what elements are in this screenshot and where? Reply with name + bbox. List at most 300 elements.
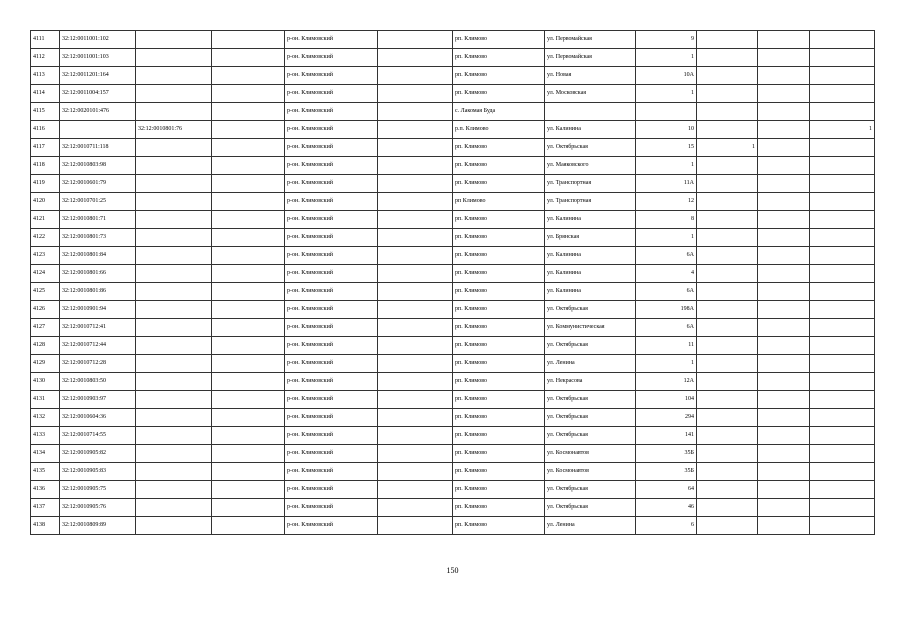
settlement-type-cell xyxy=(378,355,453,373)
apartment-cell xyxy=(697,409,758,427)
district-cell: р-он. Климовский xyxy=(285,31,378,49)
table-row xyxy=(31,193,875,211)
building-number-cell: 32:12:0010801:76 xyxy=(136,121,212,139)
house-number-cell: 6А xyxy=(636,319,697,337)
area-cell xyxy=(758,67,810,85)
district-cell: р-он. Климовский xyxy=(285,283,378,301)
street-cell: ул. Октябрьская xyxy=(545,301,636,319)
quantity-cell xyxy=(810,49,875,67)
area-cell xyxy=(758,355,810,373)
quantity-cell xyxy=(810,247,875,265)
table-row xyxy=(31,85,875,103)
building-number-cell xyxy=(136,175,212,193)
street-cell: ул. Маяковского xyxy=(545,157,636,175)
house-number-cell: 104 xyxy=(636,391,697,409)
table-row xyxy=(31,265,875,283)
house-number-cell: 1 xyxy=(636,229,697,247)
settlement-type-cell xyxy=(378,265,453,283)
building-number-cell xyxy=(136,67,212,85)
house-number-cell: 6А xyxy=(636,247,697,265)
cadastral-number-cell: 32:12:0011004:157 xyxy=(60,85,136,103)
cadastral-number-cell: 32:12:0010901:94 xyxy=(60,301,136,319)
house-number-cell: 1 xyxy=(636,355,697,373)
settlement-cell: рп. Климово xyxy=(453,157,545,175)
building-number-cell xyxy=(136,247,212,265)
settlement-type-cell xyxy=(378,301,453,319)
settlement-type-cell xyxy=(378,463,453,481)
cadastral-number-cell: 32:12:0010711:118 xyxy=(60,139,136,157)
street-cell: ул. Первомайская xyxy=(545,49,636,67)
building-number-cell xyxy=(136,301,212,319)
apartment-cell xyxy=(697,229,758,247)
row-number-cell: 4132 xyxy=(31,409,60,427)
settlement-type-cell xyxy=(378,157,453,175)
apartment-cell xyxy=(697,67,758,85)
district-cell: р-он. Климовский xyxy=(285,463,378,481)
quantity-cell xyxy=(810,193,875,211)
cadastral-number-cell: 32:12:0010803:50 xyxy=(60,373,136,391)
table-row xyxy=(31,499,875,517)
building-number-cell xyxy=(136,157,212,175)
cadastral-number-cell: 32:12:0010905:76 xyxy=(60,499,136,517)
area-cell xyxy=(758,445,810,463)
extra-cell xyxy=(212,211,285,229)
apartment-cell xyxy=(697,265,758,283)
district-cell: р-он. Климовский xyxy=(285,67,378,85)
table-row xyxy=(31,337,875,355)
street-cell: ул. Калинина xyxy=(545,247,636,265)
district-cell: р-он. Климовский xyxy=(285,499,378,517)
area-cell xyxy=(758,103,810,121)
extra-cell xyxy=(212,265,285,283)
apartment-cell xyxy=(697,31,758,49)
table-row xyxy=(31,121,875,139)
apartment-cell xyxy=(697,337,758,355)
house-number-cell: 9 xyxy=(636,31,697,49)
district-cell: р-он. Климовский xyxy=(285,139,378,157)
building-number-cell xyxy=(136,427,212,445)
area-cell xyxy=(758,481,810,499)
building-number-cell xyxy=(136,319,212,337)
row-number-cell: 4130 xyxy=(31,373,60,391)
apartment-cell xyxy=(697,373,758,391)
settlement-type-cell xyxy=(378,481,453,499)
house-number-cell: 294 xyxy=(636,409,697,427)
cadastral-number-cell: 32:12:0010905:75 xyxy=(60,481,136,499)
building-number-cell xyxy=(136,211,212,229)
area-cell xyxy=(758,391,810,409)
row-number-cell: 4138 xyxy=(31,517,60,535)
settlement-cell: рп. Климово xyxy=(453,517,545,535)
apartment-cell xyxy=(697,193,758,211)
settlement-cell: рп. Климово xyxy=(453,31,545,49)
house-number-cell: 64 xyxy=(636,481,697,499)
extra-cell xyxy=(212,481,285,499)
street-cell: ул. Октябрьская xyxy=(545,139,636,157)
cadastral-number-cell: 32:12:0020101:476 xyxy=(60,103,136,121)
row-number-cell: 4118 xyxy=(31,157,60,175)
row-number-cell: 4135 xyxy=(31,463,60,481)
house-number-cell: 12 xyxy=(636,193,697,211)
extra-cell xyxy=(212,355,285,373)
district-cell: р-он. Климовский xyxy=(285,337,378,355)
table-row xyxy=(31,211,875,229)
settlement-type-cell xyxy=(378,247,453,265)
apartment-cell xyxy=(697,445,758,463)
district-cell: р-он. Климовский xyxy=(285,517,378,535)
district-cell: р-он. Климовский xyxy=(285,49,378,67)
row-number-cell: 4114 xyxy=(31,85,60,103)
settlement-cell: рп. Климово xyxy=(453,211,545,229)
street-cell: ул. Ленина xyxy=(545,355,636,373)
cadastral-number-cell: 32:12:0010601:79 xyxy=(60,175,136,193)
building-number-cell xyxy=(136,49,212,67)
table-row xyxy=(31,463,875,481)
apartment-cell xyxy=(697,85,758,103)
area-cell xyxy=(758,175,810,193)
settlement-type-cell xyxy=(378,499,453,517)
building-number-cell xyxy=(136,31,212,49)
street-cell: ул. Космонавтов xyxy=(545,463,636,481)
street-cell: ул. Транспортная xyxy=(545,193,636,211)
area-cell xyxy=(758,85,810,103)
building-number-cell xyxy=(136,499,212,517)
extra-cell xyxy=(212,229,285,247)
extra-cell xyxy=(212,49,285,67)
cadastral-number-cell: 32:12:0010803:98 xyxy=(60,157,136,175)
extra-cell xyxy=(212,517,285,535)
extra-cell xyxy=(212,463,285,481)
settlement-type-cell xyxy=(378,121,453,139)
building-number-cell xyxy=(136,463,212,481)
street-cell: ул. Октябрьская xyxy=(545,427,636,445)
row-number-cell: 4124 xyxy=(31,265,60,283)
area-cell xyxy=(758,229,810,247)
quantity-cell: 1 xyxy=(810,121,875,139)
row-number-cell: 4137 xyxy=(31,499,60,517)
area-cell xyxy=(758,499,810,517)
row-number-cell: 4129 xyxy=(31,355,60,373)
street-cell: ул. Октябрьская xyxy=(545,391,636,409)
area-cell xyxy=(758,49,810,67)
district-cell: р-он. Климовский xyxy=(285,427,378,445)
street-cell: ул. Калинина xyxy=(545,121,636,139)
settlement-cell: с. Лакомая Буда xyxy=(453,103,545,121)
apartment-cell xyxy=(697,157,758,175)
settlement-type-cell xyxy=(378,427,453,445)
street-cell: ул. Космонавтов xyxy=(545,445,636,463)
row-number-cell: 4116 xyxy=(31,121,60,139)
cadastral-number-cell: 32:12:0010712:44 xyxy=(60,337,136,355)
district-cell: р-он. Климовский xyxy=(285,319,378,337)
apartment-cell xyxy=(697,247,758,265)
district-cell: р-он. Климовский xyxy=(285,409,378,427)
district-cell: р-он. Климовский xyxy=(285,85,378,103)
quantity-cell xyxy=(810,517,875,535)
quantity-cell xyxy=(810,337,875,355)
settlement-cell: рп. Климово xyxy=(453,265,545,283)
settlement-cell: рп. Климово xyxy=(453,355,545,373)
settlement-type-cell xyxy=(378,49,453,67)
street-cell: ул. Октябрьская xyxy=(545,337,636,355)
house-number-cell: 1 xyxy=(636,85,697,103)
row-number-cell: 4127 xyxy=(31,319,60,337)
settlement-type-cell xyxy=(378,175,453,193)
area-cell xyxy=(758,319,810,337)
settlement-cell: рп. Климово xyxy=(453,499,545,517)
table-row xyxy=(31,283,875,301)
quantity-cell xyxy=(810,391,875,409)
house-number-cell: 1 xyxy=(636,157,697,175)
settlement-type-cell xyxy=(378,103,453,121)
cadastral-number-cell: 32:12:0010809:89 xyxy=(60,517,136,535)
district-cell: р-он. Климовский xyxy=(285,391,378,409)
cadastral-number-cell: 32:12:0010801:71 xyxy=(60,211,136,229)
quantity-cell xyxy=(810,463,875,481)
district-cell: р-он. Климовский xyxy=(285,373,378,391)
district-cell: р-он. Климовский xyxy=(285,103,378,121)
table-row xyxy=(31,445,875,463)
table-row xyxy=(31,175,875,193)
page-number: 150 xyxy=(446,566,459,575)
quantity-cell xyxy=(810,427,875,445)
row-number-cell: 4112 xyxy=(31,49,60,67)
settlement-cell: рп. Климово xyxy=(453,427,545,445)
house-number-cell: 12А xyxy=(636,373,697,391)
district-cell: р-он. Климовский xyxy=(285,121,378,139)
building-number-cell xyxy=(136,445,212,463)
table-row xyxy=(31,103,875,121)
house-number-cell: 141 xyxy=(636,427,697,445)
house-number-cell: 10А xyxy=(636,67,697,85)
cadastral-number-cell: 32:12:0011001:103 xyxy=(60,49,136,67)
cadastral-number-cell: 32:12:0010712:28 xyxy=(60,355,136,373)
house-number-cell: 11 xyxy=(636,337,697,355)
extra-cell xyxy=(212,391,285,409)
quantity-cell xyxy=(810,85,875,103)
settlement-cell: рп. Климово xyxy=(453,139,545,157)
apartment-cell xyxy=(697,301,758,319)
house-number-cell: 1 xyxy=(636,49,697,67)
building-number-cell xyxy=(136,283,212,301)
extra-cell xyxy=(212,31,285,49)
settlement-type-cell xyxy=(378,409,453,427)
building-number-cell xyxy=(136,409,212,427)
settlement-cell: рп. Климово xyxy=(453,481,545,499)
extra-cell xyxy=(212,139,285,157)
cadastral-number-cell: 32:12:0010714:55 xyxy=(60,427,136,445)
house-number-cell: 198А xyxy=(636,301,697,319)
extra-cell xyxy=(212,283,285,301)
settlement-cell: рп. Климово xyxy=(453,175,545,193)
quantity-cell xyxy=(810,229,875,247)
house-number-cell: 10 xyxy=(636,121,697,139)
area-cell xyxy=(758,121,810,139)
settlement-type-cell xyxy=(378,517,453,535)
row-number-cell: 4115 xyxy=(31,103,60,121)
extra-cell xyxy=(212,301,285,319)
settlement-cell: рп. Климово xyxy=(453,391,545,409)
row-number-cell: 4122 xyxy=(31,229,60,247)
area-cell xyxy=(758,409,810,427)
district-cell: р-он. Климовский xyxy=(285,247,378,265)
settlement-cell: рп. Климово xyxy=(453,283,545,301)
area-cell xyxy=(758,463,810,481)
settlement-type-cell xyxy=(378,319,453,337)
quantity-cell xyxy=(810,265,875,283)
settlement-type-cell xyxy=(378,373,453,391)
district-cell: р-он. Климовский xyxy=(285,301,378,319)
district-cell: р-он. Климовский xyxy=(285,265,378,283)
settlement-cell: р.п. Климово xyxy=(453,121,545,139)
table-row xyxy=(31,355,875,373)
cadastral-number-cell: 32:12:0010801:73 xyxy=(60,229,136,247)
table-row xyxy=(31,481,875,499)
street-cell xyxy=(545,103,636,121)
cadastral-number-cell: 32:12:0010604:36 xyxy=(60,409,136,427)
street-cell: ул. Октябрьская xyxy=(545,409,636,427)
extra-cell xyxy=(212,409,285,427)
district-cell: р-он. Климовский xyxy=(285,211,378,229)
building-number-cell xyxy=(136,103,212,121)
house-number-cell: 15 xyxy=(636,139,697,157)
street-cell: ул. Калинина xyxy=(545,211,636,229)
table-row xyxy=(31,409,875,427)
table-row xyxy=(31,139,875,157)
building-number-cell xyxy=(136,373,212,391)
district-cell: р-он. Климовский xyxy=(285,355,378,373)
settlement-type-cell xyxy=(378,391,453,409)
street-cell: ул. Московская xyxy=(545,85,636,103)
settlement-cell: рп. Климово xyxy=(453,301,545,319)
table-row xyxy=(31,67,875,85)
row-number-cell: 4133 xyxy=(31,427,60,445)
apartment-cell xyxy=(697,463,758,481)
row-number-cell: 4126 xyxy=(31,301,60,319)
building-number-cell xyxy=(136,391,212,409)
cadastral-number-cell: 32:12:0010801:84 xyxy=(60,247,136,265)
area-cell xyxy=(758,427,810,445)
table-row xyxy=(31,301,875,319)
apartment-cell xyxy=(697,103,758,121)
cadastral-number-cell: 32:12:0010801:66 xyxy=(60,265,136,283)
row-number-cell: 4119 xyxy=(31,175,60,193)
table-row xyxy=(31,157,875,175)
apartment-cell xyxy=(697,175,758,193)
street-cell: ул. Коммунистическая xyxy=(545,319,636,337)
area-cell xyxy=(758,211,810,229)
area-cell xyxy=(758,301,810,319)
house-number-cell: 6 xyxy=(636,517,697,535)
area-cell xyxy=(758,193,810,211)
building-number-cell xyxy=(136,481,212,499)
area-cell xyxy=(758,373,810,391)
row-number-cell: 4136 xyxy=(31,481,60,499)
apartment-cell xyxy=(697,121,758,139)
quantity-cell xyxy=(810,211,875,229)
settlement-cell: рп. Климово xyxy=(453,445,545,463)
street-cell: ул. Первомайская xyxy=(545,31,636,49)
row-number-cell: 4117 xyxy=(31,139,60,157)
quantity-cell xyxy=(810,499,875,517)
table-row xyxy=(31,373,875,391)
settlement-cell: рп. Климово xyxy=(453,67,545,85)
street-cell: ул. Новая xyxy=(545,67,636,85)
house-number-cell: 46 xyxy=(636,499,697,517)
building-number-cell xyxy=(136,229,212,247)
area-cell xyxy=(758,247,810,265)
apartment-cell xyxy=(697,517,758,535)
apartment-cell xyxy=(697,427,758,445)
row-number-cell: 4123 xyxy=(31,247,60,265)
table-row xyxy=(31,517,875,535)
settlement-cell: рп. Климово xyxy=(453,373,545,391)
extra-cell xyxy=(212,175,285,193)
building-number-cell xyxy=(136,265,212,283)
district-cell: р-он. Климовский xyxy=(285,445,378,463)
settlement-type-cell xyxy=(378,139,453,157)
quantity-cell xyxy=(810,409,875,427)
quantity-cell xyxy=(810,283,875,301)
house-number-cell: 4 xyxy=(636,265,697,283)
street-cell: ул. Октябрьская xyxy=(545,481,636,499)
quantity-cell xyxy=(810,373,875,391)
property-register-table xyxy=(30,30,875,535)
area-cell xyxy=(758,31,810,49)
table-row xyxy=(31,31,875,49)
row-number-cell: 4120 xyxy=(31,193,60,211)
settlement-type-cell xyxy=(378,211,453,229)
house-number-cell: 6А xyxy=(636,283,697,301)
cadastral-number-cell: 32:12:0010701:25 xyxy=(60,193,136,211)
row-number-cell: 4128 xyxy=(31,337,60,355)
extra-cell xyxy=(212,337,285,355)
quantity-cell xyxy=(810,319,875,337)
street-cell: ул. Калинина xyxy=(545,283,636,301)
building-number-cell xyxy=(136,85,212,103)
building-number-cell xyxy=(136,517,212,535)
extra-cell xyxy=(212,103,285,121)
cadastral-number-cell: 32:12:0010903:97 xyxy=(60,391,136,409)
row-number-cell: 4131 xyxy=(31,391,60,409)
row-number-cell: 4121 xyxy=(31,211,60,229)
quantity-cell xyxy=(810,355,875,373)
house-number-cell: 8 xyxy=(636,211,697,229)
settlement-type-cell xyxy=(378,229,453,247)
extra-cell xyxy=(212,427,285,445)
quantity-cell xyxy=(810,139,875,157)
quantity-cell xyxy=(810,31,875,49)
area-cell xyxy=(758,157,810,175)
extra-cell xyxy=(212,193,285,211)
settlement-cell: рп. Климово xyxy=(453,409,545,427)
cadastral-number-cell xyxy=(60,121,136,139)
apartment-cell xyxy=(697,355,758,373)
settlement-type-cell xyxy=(378,445,453,463)
extra-cell xyxy=(212,499,285,517)
table-body xyxy=(31,31,875,535)
settlement-cell: рп. Климово xyxy=(453,85,545,103)
settlement-type-cell xyxy=(378,67,453,85)
settlement-cell: рп. Климово xyxy=(453,247,545,265)
district-cell: р-он. Климовский xyxy=(285,229,378,247)
cadastral-number-cell: 32:12:0011201:164 xyxy=(60,67,136,85)
quantity-cell xyxy=(810,103,875,121)
extra-cell xyxy=(212,319,285,337)
area-cell xyxy=(758,283,810,301)
apartment-cell xyxy=(697,391,758,409)
building-number-cell xyxy=(136,193,212,211)
